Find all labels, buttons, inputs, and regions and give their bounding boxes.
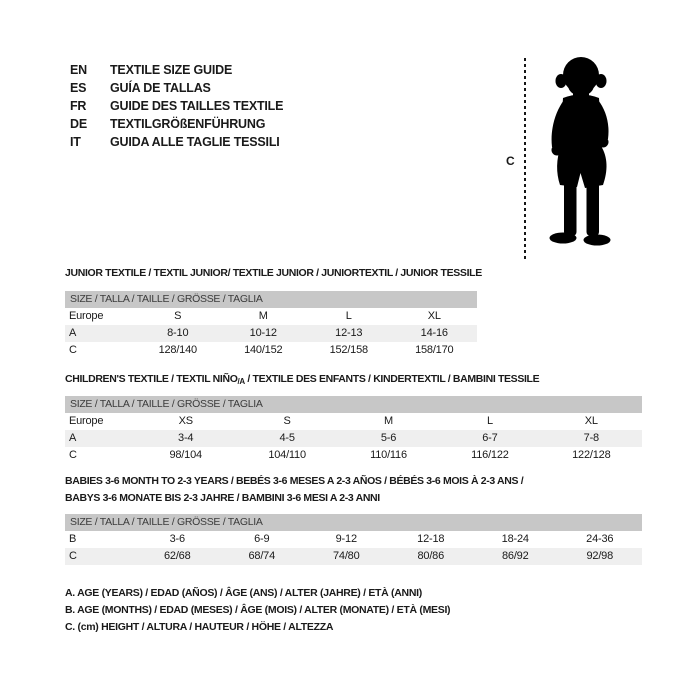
age-cell: 10-12	[249, 327, 277, 339]
age-cell: 4-5	[279, 432, 295, 444]
size-cell: M	[384, 415, 393, 427]
height-cell: 62/68	[163, 550, 191, 562]
height-cell: 158/170	[415, 344, 454, 356]
height-cell: 116/122	[471, 449, 509, 461]
lang-code: FR	[70, 99, 87, 113]
toddler-silhouette-icon	[533, 54, 629, 261]
row-label: C	[69, 449, 77, 461]
height-cell: 80/86	[417, 550, 445, 562]
lang-row-de	[70, 115, 283, 133]
row-label: Europe	[69, 415, 104, 427]
age-cell: 12-13	[335, 327, 363, 339]
age-cell: 24-36	[586, 533, 614, 545]
height-cell: 140/152	[244, 344, 283, 356]
height-dashed-line	[524, 58, 526, 260]
lang-code: ES	[70, 81, 87, 95]
title-rest: / TEXTILE DES ENFANTS / KINDERTEXTIL / BAMBINI TESSILE	[244, 373, 540, 385]
age-cell: 3-4	[178, 432, 194, 444]
age-cell: 6-7	[482, 432, 498, 444]
height-cell: 152/158	[329, 344, 368, 356]
lang-label: TEXTILGRÖßENFÜHRUNG	[110, 117, 266, 131]
height-cell: 68/74	[248, 550, 276, 562]
size-cell: M	[258, 310, 268, 322]
height-cell: 104/110	[268, 449, 306, 461]
lang-label: GUIDE DES TAILLES TEXTILE	[110, 99, 284, 113]
size-header-bar: SIZE / TALLA / TAILLE / GRÖSSE / TAGLIA	[65, 291, 477, 308]
babies-title-line2: BABYS 3-6 MONATE BIS 2-3 JAHRE / BAMBINI 3-6 MESI A 2-3 ANNI	[65, 492, 380, 504]
age-cell: 14-16	[420, 327, 448, 339]
table-row	[65, 430, 642, 447]
lang-row-en	[70, 61, 283, 79]
size-header-bar: SIZE / TALLA / TAILLE / GRÖSSE / TAGLIA	[65, 514, 642, 531]
height-cell: 122/128	[572, 449, 611, 461]
size-cell: S	[283, 415, 291, 427]
row-label: A	[69, 327, 77, 339]
size-cell: XS	[178, 415, 193, 427]
size-cell: XL	[427, 310, 441, 322]
size-cell: S	[174, 310, 182, 322]
lang-row-it	[70, 133, 283, 151]
age-cell: 6-9	[254, 533, 270, 545]
babies-title-line1: BABIES 3-6 MONTH TO 2-3 YEARS / BEBÉS 3-6 MESES A 2-3 AÑOS / BÉBÉS 3-6 MOIS À 2-3 ANS /	[65, 475, 524, 487]
childrens-size-table	[65, 396, 642, 464]
note-age-years: A. AGE (YEARS) / EDAD (AÑOS) / ÂGE (ANS) / ALTER (JAHRE) / ETÀ (ANNI)	[65, 587, 422, 599]
language-legend	[70, 61, 283, 151]
height-cell: 74/80	[332, 550, 360, 562]
junior-size-table	[65, 291, 477, 359]
toddler-figure	[505, 52, 645, 267]
table-row	[65, 325, 477, 342]
age-cell: 12-18	[417, 533, 445, 545]
table-row	[65, 447, 642, 464]
babies-table-title	[65, 473, 523, 507]
table-row	[65, 342, 477, 359]
height-marker-label: C	[506, 154, 515, 168]
size-cell: L	[486, 415, 493, 427]
height-cell: 98/104	[169, 449, 202, 461]
note-age-months: B. AGE (MONTHS) / EDAD (MESES) / ÂGE (MOIS) / ALTER (MONATE) / ETÀ (MESI)	[65, 604, 451, 616]
lang-code: EN	[70, 63, 87, 77]
table-row	[65, 548, 642, 565]
age-cell: 8-10	[167, 327, 189, 339]
age-cell: 5-6	[380, 432, 397, 444]
age-cell: 9-12	[335, 533, 357, 545]
age-cell: 18-24	[501, 533, 529, 545]
note-height-cm: C. (cm) HEIGHT / ALTURA / HAUTEUR / HÖHE / ALTEZZA	[65, 621, 334, 633]
size-header-bar: SIZE / TALLA / TAILLE / GRÖSSE / TAGLIA	[65, 396, 642, 413]
title-sub: /A	[237, 377, 245, 386]
babies-size-table	[65, 514, 642, 565]
table-row	[65, 308, 477, 325]
age-cell: 3-6	[169, 533, 185, 545]
lang-row-fr	[70, 97, 283, 115]
row-label: A	[69, 432, 77, 444]
title-main: CHILDREN'S TEXTILE / TEXTIL NIÑO	[65, 373, 238, 385]
lang-label: TEXTILE SIZE GUIDE	[110, 63, 233, 77]
lang-code: DE	[70, 117, 87, 131]
table-row	[65, 531, 642, 548]
row-label: B	[69, 533, 77, 545]
lang-row-es	[70, 79, 283, 97]
size-cell: XL	[584, 415, 598, 427]
height-cell: 86/92	[501, 550, 529, 562]
table-row	[65, 413, 642, 430]
height-cell: 110/116	[370, 449, 407, 461]
legend-notes	[65, 585, 450, 636]
height-cell: 92/98	[586, 550, 614, 562]
row-label: C	[69, 550, 77, 562]
childrens-table-title	[65, 371, 539, 390]
age-cell: 7-8	[583, 432, 599, 444]
row-label: C	[69, 344, 77, 356]
size-cell: L	[345, 310, 352, 322]
lang-code: IT	[70, 135, 81, 149]
row-label: Europe	[69, 310, 104, 322]
lang-label: GUIDA ALLE TAGLIE TESSILI	[110, 135, 280, 149]
height-cell: 128/140	[158, 344, 197, 356]
lang-label: GUÍA DE TALLAS	[110, 81, 211, 95]
junior-table-title: JUNIOR TEXTILE / TEXTIL JUNIOR/ TEXTILE JUNIOR / JUNIORTEXTIL / JUNIOR TESSILE	[65, 267, 482, 279]
